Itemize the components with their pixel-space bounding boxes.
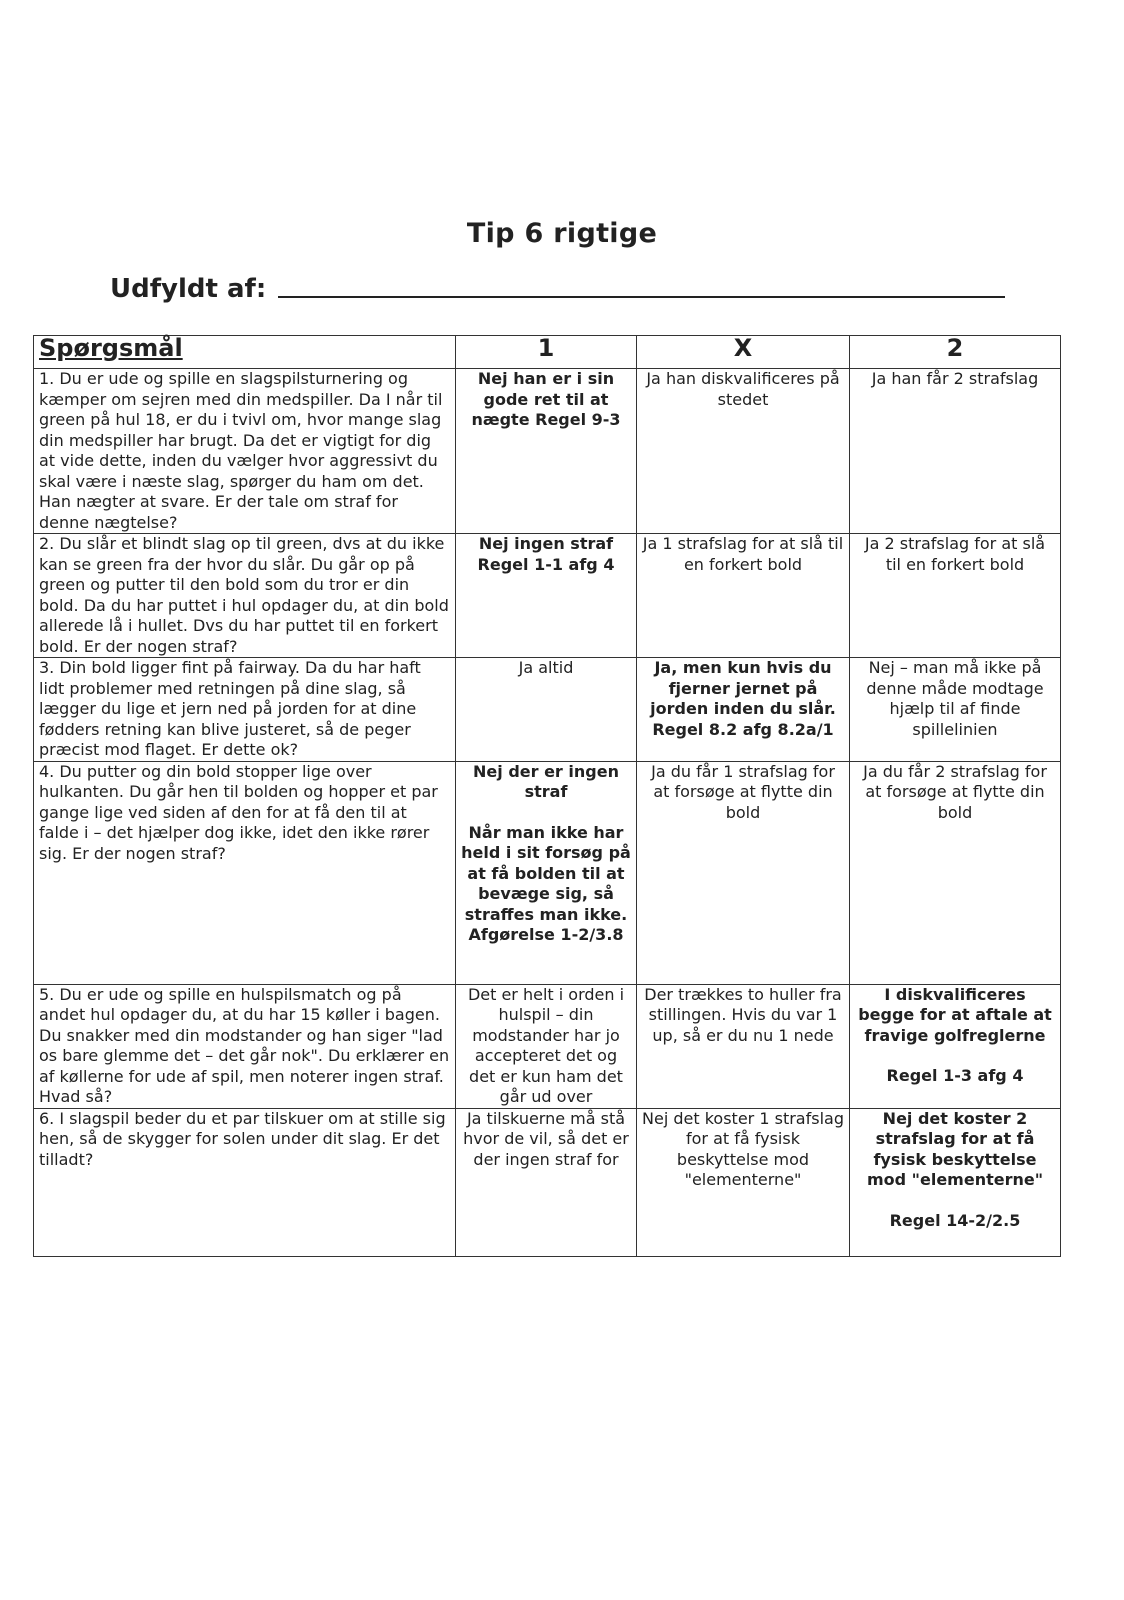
answer-2-option-x: Ja 1 strafslag for at slå til en forkert bold bbox=[637, 534, 850, 658]
answer-3-option-2: Nej – man må ikke på denne måde modtage hjælp til af finde spillelinien bbox=[850, 658, 1061, 762]
header-option-1: 1 bbox=[456, 336, 637, 369]
answer-1-option-1: Nej han er i sin gode ret til at nægte Regel 9-3 bbox=[456, 369, 637, 534]
table-row bbox=[34, 369, 1061, 534]
page-title: Tip 6 rigtige bbox=[466, 218, 658, 249]
answer-3-option-1: Ja altid bbox=[456, 658, 637, 762]
answer-6-option-2 bbox=[850, 1108, 1061, 1256]
header-row bbox=[34, 336, 1061, 369]
table-row bbox=[34, 534, 1061, 658]
answer-4-option-1 bbox=[456, 761, 637, 984]
answer-4-option-1-main: Nej der er ingen straf bbox=[473, 761, 619, 801]
answer-2-option-1: Nej ingen straf Regel 1-1 afg 4 bbox=[456, 534, 637, 658]
answer-4-option-2: Ja du får 2 strafslag for at forsøge at flytte din bold bbox=[850, 761, 1061, 984]
answer-5-option-1: Det er helt i orden i hulspil – din modstander har jo accepteret det og det er kun ham det går ud over bbox=[456, 984, 637, 1108]
answer-4-option-x: Ja du får 1 strafslag for at forsøge at flytte din bold bbox=[637, 761, 850, 984]
answer-1-option-2: Ja han får 2 strafslag bbox=[850, 369, 1061, 534]
answer-6-option-2-main: Nej det koster 2 strafslag for at få fysisk beskyttelse mod "elementerne" bbox=[866, 1108, 1044, 1189]
answer-5-option-2-rule: Regel 1-3 afg 4 bbox=[886, 1066, 1024, 1085]
answer-5-option-2 bbox=[850, 984, 1061, 1108]
answer-1-option-x: Ja han diskvalificeres på stedet bbox=[637, 369, 850, 534]
answer-4-option-1-note: Når man ikke har held i sit forsøg på at få bolden til at bevæge sig, så straffes man ikke. Afgørelse 1-2/3.8 bbox=[461, 822, 631, 944]
question-5: 5. Du er ude og spille en hulspilsmatch og på andet hul opdager du, at du har 15 køller i bagen. Du snakker med din modstander og han siger "lad os bare glemme det – det går nok". Du erklærer en af køllerne for ude af spil, men noterer ingen straf. Hvad så? bbox=[34, 984, 456, 1108]
question-3: 3. Din bold ligger fint på fairway. Da du har haft lidt problemer med retningen på dine slag, så lægger du lige et jern ned på jorden for at dine fødders retning kan blive justeret, så de peger præcist mod flaget. Er dette ok? bbox=[34, 658, 456, 762]
filled-by-line[interactable] bbox=[278, 296, 1005, 298]
table-row bbox=[34, 984, 1061, 1108]
question-2: 2. Du slår et blindt slag op til green, dvs at du ikke kan se green fra der hvor du slår. Du går op på green og putter til den bold som du tror er din bold. Da du har puttet i hul opdager du, at din bold allerede lå i hullet. Dvs du har puttet til en forkert bold. Er der nogen straf? bbox=[34, 534, 456, 658]
answer-6-option-2-rule: Regel 14-2/2.5 bbox=[889, 1210, 1021, 1230]
answer-3-option-x: Ja, men kun hvis du fjerner jernet på jorden inden du slår. Regel 8.2 afg 8.2a/1 bbox=[637, 658, 850, 762]
header-option-x: X bbox=[637, 336, 850, 369]
question-6: 6. I slagspil beder du et par tilskuer om at stille sig hen, så de skygger for solen under dit slag. Er det tilladt? bbox=[34, 1108, 456, 1256]
answer-5-option-2-main: I diskvalificeres begge for at aftale at fravige golfreglerne bbox=[858, 984, 1052, 1045]
answer-6-option-x: Nej det koster 1 strafslag for at få fysisk beskyttelse mod "elementerne" bbox=[637, 1108, 850, 1256]
table-row bbox=[34, 1108, 1061, 1256]
answer-2-option-2: Ja 2 strafslag for at slå til en forkert bold bbox=[850, 534, 1061, 658]
answer-6-option-1: Ja tilskuerne må stå hvor de vil, så det er der ingen straf for bbox=[456, 1108, 637, 1256]
question-4: 4. Du putter og din bold stopper lige over hulkanten. Du går hen til bolden og hopper et par gange lige ved siden af den for at få den til at falde i – det hjælper dog ikke, idet den ikke rører sig. Er der nogen straf? bbox=[34, 761, 456, 984]
table-row bbox=[34, 761, 1061, 984]
header-question: Spørgsmål bbox=[34, 336, 456, 369]
header-option-2: 2 bbox=[850, 336, 1061, 369]
quiz-table bbox=[33, 335, 1061, 1257]
filled-by-label: Udfyldt af: bbox=[110, 274, 267, 304]
table-row bbox=[34, 658, 1061, 762]
question-1: 1. Du er ude og spille en slagspilsturnering og kæmper om sejren med din medspiller. Da I når til green på hul 18, er du i tvivl om, hvor mange slag din medspiller har brugt. Da det er vigtigt for dig at vide dette, inden du vælger hvor aggressivt du skal være i næste slag, spørger du ham om det. Han nægter at svare. Er der tale om straf for denne nægtelse? bbox=[34, 369, 456, 534]
answer-5-option-x: Der trækkes to huller fra stillingen. Hvis du var 1 up, så er du nu 1 nede bbox=[637, 984, 850, 1108]
